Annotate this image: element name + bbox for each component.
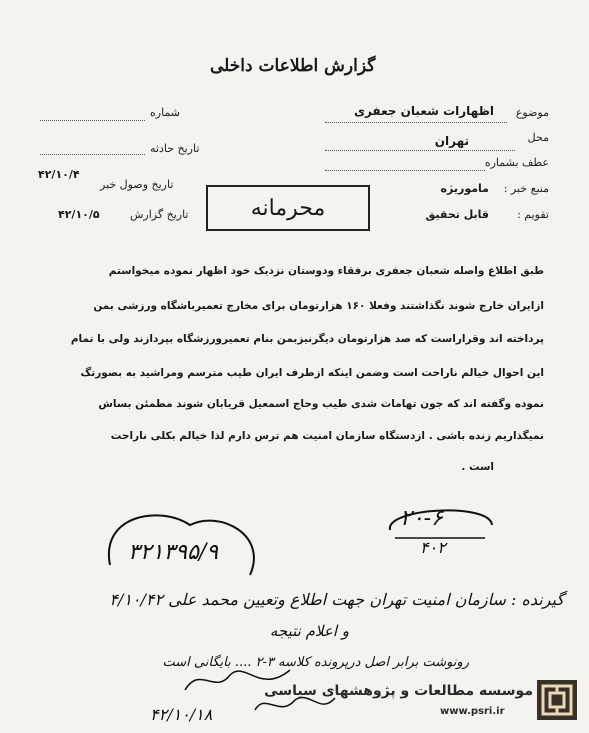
reference-label: عطف بشماره [484, 156, 549, 169]
receipt-date-value: ۴۲/۱۰/۴ [38, 168, 80, 181]
evaluation-label: تقویم : [517, 208, 549, 221]
file-number: ۳۲۱۳۹۵/۹ [128, 540, 219, 565]
reference-line [325, 170, 485, 171]
location-value: تهران [434, 134, 469, 148]
body-line-5: نموده وگفته اند که جون تهامات شدی طیب وحاج اسمعیل قریابان شوند مطمئن بساش [98, 398, 544, 410]
location-label: محل [527, 131, 549, 144]
institute-url: www.psri.ir [440, 706, 505, 717]
source-label: منبع خبر : [503, 182, 549, 195]
body-line-3: پرداخته اند وقراراست که صد هزارتومان دیگرنیزبمن بنام تعمیرورزشگاه بپردازند ولی با تمام [70, 333, 544, 345]
institute-name: موسسه مطالعات و پژوهشهای سیاسی [264, 683, 533, 699]
confidential-stamp-text: محرمانه [250, 195, 326, 221]
incident-date-label: تاریخ حادثه [150, 142, 200, 155]
document-title: گزارش اطلاعات داخلی [210, 56, 376, 76]
subject-value: اظهارات شعبان جعفری [353, 104, 494, 118]
receipt-date-label: تاریخ وصول خبر [100, 178, 174, 191]
recipient-note: گیرنده : سازمان امنیت تهران جهت اطلاع وتعیین محمد علی ۴/۱۰/۴۲ [109, 590, 564, 609]
body-line-7: است . [461, 461, 494, 473]
confidential-stamp [206, 185, 370, 231]
body-line-6: نمیگذاریم زنده باشی . ازدستگاه سازمان امنیت هم ترس دارم لذا خیالم بکلی ناراحت [110, 430, 544, 442]
copy-note: رونوشت برابر اصل درپرونده کلاسه ۳-۲ .... بایگانی است [162, 655, 469, 670]
institute-logo [537, 680, 577, 720]
source-value: ماموریژه [440, 182, 489, 195]
location-line [325, 150, 515, 151]
subject-label: موضوع [515, 106, 549, 119]
circle-code: ۲۰-۶ [400, 506, 443, 531]
report-date-label: تاریخ گزارش [130, 208, 189, 221]
number-label: شماره [150, 106, 181, 119]
body-line-1: طبق اطلاع واصله شعبان جعفری برفقاء ودوستان نزدیک خود اظهار نموده میخواستم [108, 265, 544, 277]
final-date: ۴۲/۱۰/۱۸ [150, 705, 213, 724]
report-date-value: ۴۲/۱۰/۵ [58, 208, 100, 221]
circle-code-sub: ۴۰۲ [420, 538, 446, 557]
number-line [40, 120, 145, 121]
body-line-4: این احوال خیالم ناراحت است وضمن اینکه ازطرف ایران طیب مترسم ومراشید به بصورتگ [80, 367, 544, 379]
body-line-2: ازایران خارج شوند نگذاشتند وفعلا ۱۶۰ هزارتومان برای مخارج تعمیرباشگاه ورزشی بمن [93, 300, 544, 312]
institute-logo-icon [537, 680, 577, 720]
evaluation-value: قابل تحقیق [425, 208, 489, 221]
subject-line [325, 122, 507, 123]
incident-date-line [40, 154, 145, 155]
result-note: و اعلام نتیجه [269, 622, 349, 640]
